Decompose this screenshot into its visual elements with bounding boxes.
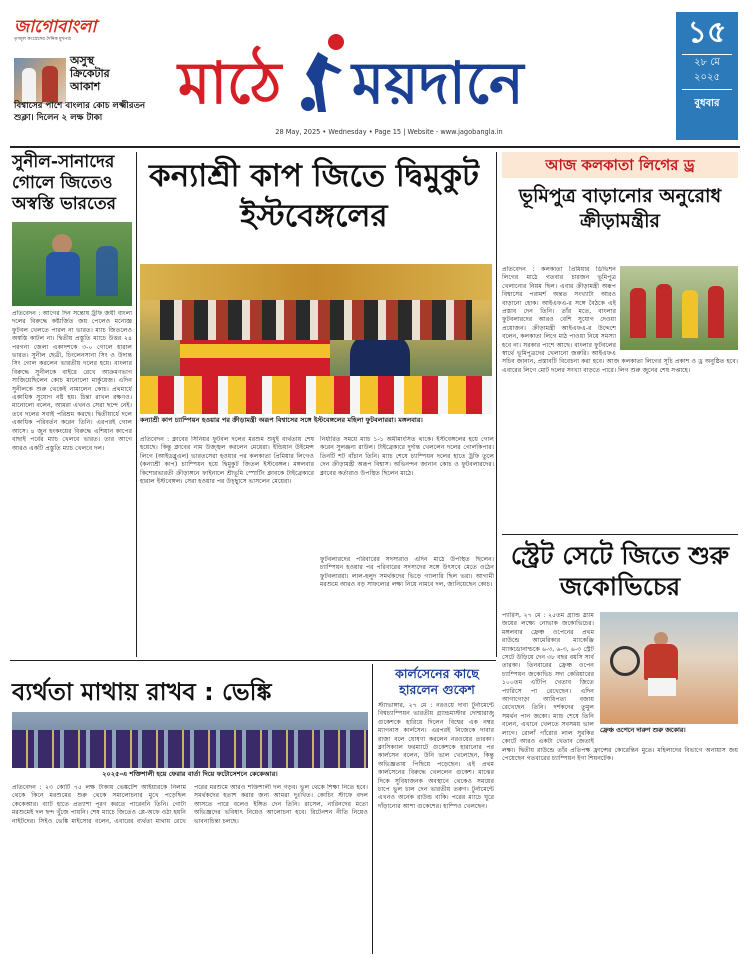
left-column-divider (136, 152, 137, 657)
tennis-text: প্যারিস, ২৭ মে : ২৫তম গ্র্যান্ড স্ল্যাম জয়ের লক্ষ্যে নোভাক জকোভিচের। মঙ্গলবার ফ্রেঞ্চ ওপেনের প্রথম রাউন্ডে আমেরিকার ম্যাকেঞ্জি ম্যাকডোনাল্ডকে ৬-৩, ৬-৩, ৬-৩ স্ট্রেট সেটে উড়িয়ে দেন ৩৮ বছর বয়সি সার্ব তারকা। তিনবারের ফ্রেঞ্চ ওপেন চ্যাম্পিয়ন জকোভিচ সদ্য কেরিয়ারের ১০০তম এটিপি খেতাব জিতে প্যারিসে পা রেখেছেন। এদিন আগাগোড়া আধিপত্য বজায় রেখেছেন তিনি। দর্শকদের তুমুল সমর্থন পান জকো। ম্যাচ শেষে তিনি বলেন, এখানে খেলতে সবসময় ভাল লাগে। রোলাঁ গাঁরোর লাল সুরকির কোর্টে আরও একটা খেতাব জেতাই লক্ষ্য। দ্বিতীয় রাউন্ডে তাঁর প্রতিপক্ষ ফ্রান্সের কোরেন্তিন মুতে। মহিলাদের বিভাগে অনায়াস জয় পেয়েছেন গতবারের চ্যাম্পিয়ন ইগা শিয়নটেক। (502, 612, 738, 762)
jagobangla-logo: জাগোবাংলা (14, 17, 97, 37)
kkr-headline: ব্যর্থতা মাথায় রাখব : ভেঙ্কি (12, 678, 272, 706)
masthead (0, 0, 750, 142)
main-story-col1: প্রতিবেদন : ক্লাবের সিনিয়র ফুটবল দলের মরশুম শুধুই ব্যর্থতায় শেষ হয়েছে। কিন্তু ক্লাবের নাম উজ্জ্বল করলেন মেয়েরা। ইন্ডিয়ান উইমেন্স লিগে (আইডব্লুএল) ভারতসেরা হওয়ার পর কলকাতা প্রিমিয়ার লিগেও (কন্যাশ্রী কাপ) চ্যাম্পিয়ন হয়ে দ্বিমুকুট জিতল ইস্টবেঙ্গল। মঙ্গলবার কিশোরভারতী ক্রীড়াঙ্গনে ফাইনালে শ্রীভূমি স্পোর্টিং ক্লাবকে টাইব্রেকারে হারাল ইস্টবেঙ্গল। সেরা হওয়ার পর উচ্ছ্বাসে ভাসলেন মেয়েরা। (140, 436, 314, 486)
chess-body: স্ট্যাভাঙ্গার, ২৭ মে : নরওয়ে দাবা টুর্নামেন্টে বিশ্বচ্যাম্পিয়ন ভারতীয় গ্র্যান্ডমাস্টার দোম্মারাজু গুকেশকে হারিয়ে দিলেন বিশ্বের এক নম্বর ম্যাগনাস কার্লসেন। এরপরই নিজেকে দাবার রাজা বলে ঘোষণা করলেন নরওয়ের তারকা। ক্লাসিক্যাল ফরম্যাটে গুকেশকে হারানোর পর কার্লসেন বলেন, উনি ভাল খেলেছেন, কিন্তু অভিজ্ঞতায় পিছিয়ে পড়েছেন। এই প্রথম কার্লসেনের বিরুদ্ধে খেললেন গুকেশ। মাঝের দিকে সুবিধাজনক অবস্থানে থেকেও সময়ের চাপে ভুল চাল দেন ভারতীয় তরুণ। টুর্নামেন্টে এখনও অনেক রাউন্ড বাকি। পরের ম্যাচে ঘুরে দাঁড়ানোর আশা গুকেশের। হাম্পিও খেলছেন। (378, 702, 494, 810)
chess-headline: কার্লসেনের কাছে হারলেন গুকেশ (395, 666, 479, 697)
left-story-headline: সুনীল-সানাদের গোলে জিতেও অস্বস্তি ভারতের (12, 152, 116, 214)
dateline: 28 May, 2025 • Wednesday • Page 15 | Website - www.jagobangla.in (275, 128, 503, 136)
year-bn: ২০২৫ (694, 72, 720, 83)
right-story-divider (502, 534, 738, 535)
footballer-logo-icon (296, 30, 350, 120)
main-right-divider (496, 152, 497, 657)
main-story-photo (140, 264, 492, 414)
date-bn: ২৮ মে (694, 57, 720, 68)
weekday-bn: বুধবার (694, 98, 720, 109)
right-story-headline: ভূমিপুত্র বাড়ানোর অনুরোধ ক্রীড়ামন্ত্রীর (518, 185, 722, 232)
bottom-section-divider (10, 660, 496, 661)
right-kicker: আজ কলকাতা লিগের ড্র (502, 152, 738, 178)
main-story-headline: কন্যাশ্রী কাপ জিতে দ্বিমুকুট ইস্টবেঙ্গলের (149, 158, 479, 234)
page-date-box (676, 12, 738, 140)
teaser-body: বিশ্বাসের পাশে বাংলার কোচ লক্ষ্মীরতন শুক্লা। দিলেন ২ লক্ষ টাকা (14, 101, 146, 123)
tennis-body (502, 612, 738, 956)
masthead-divider (10, 146, 740, 148)
tennis-headline: স্ট্রেট সেটে জিতে শুরু জকোভিচের (510, 541, 730, 601)
tennis-caption: ফ্রেঞ্চ ওপেনে দারুণ শুরু জকোর। (600, 726, 686, 734)
left-story-body: প্রতিবেদন : আগের দিন সন্তোষ ট্রফি জয়ী বাংলা দলের বিরুদ্ধে কষ্টার্জিত জয় পেলেও মনোজ্ঞ ফুটবল খেলতে পারল না ভারত। ম্যাচ জিতলেও অস্বস্তি কাটল না। দ্বিতীয় প্রস্তুতি ম্যাচে উত্তর ২৪ পরগনা জেলা একাদশকে ৩-০ গোলে হারাল ভারত। সুনীল ছেত্রী, চিংলেনসানা সিং ও উদান্ত সিং গোল করলেন ভারতীয় দলের হয়ে। বাংলার বিরুদ্ধে সুনীলকে বাইরে রেখে আক্রমণভাগ সাজিয়েছিলেন কোচ মানোলো মার্কুয়েজ। এদিন সুনীলকে শুরু থেকেই নামালেন কোচ। প্রথমার্ধে একাধিক সুযোগ নষ্ট হয়। চিন্তা রাখল রক্ষণও। মানোলো বলেন, আমরা এখনও সেরা ছন্দে নেই। তবে দলের সবাই পরিশ্রম করছে। দ্বিতীয়ার্ধে দলে একাধিক পরিবর্তন করেন তিনি। এরপরই গোল আসে। ৪ জুন হংকংয়ের বিরুদ্ধে এশিয়ান কাপের বাছাই পর্বের ম্যাচ খেলবে ভারত। তার আগে আরও একটি প্রস্তুতি ম্যাচ খেলবে দল। (12, 310, 132, 452)
chess-divider (372, 664, 373, 954)
right-story-text: প্রতিবেদন : কলকাতা প্রিমিয়ার ডিভিশন লিগের মাঠে গতবার চারজন ভূমিপুত্র খেলানোর নিয়ম ছিল। এবার ক্রীড়ামন্ত্রী অরূপ বিশ্বাসের পরামর্শ অন্তত সংখ্যাটা আরও বাড়ানো হোক। আইএফএ-র সঙ্গে বৈঠকে এই প্রস্তাব দেন তিনি। তাঁর মতে, বাংলার ফুটবলারদের আরও বেশি সুযোগ দেওয়া প্রয়োজন। ক্রীড়ামন্ত্রী আইএফএ-র উদ্দেশে বলেন, কলকাতা লিগে মাঠ পাওয়া নিয়ে সমস্যা হবে না। সরকার পাশে আছে। বাংলার ফুটবলের স্বার্থে ভূমিপুত্রদের খেলানো জরুরি। আইএফএ সচিব জানান, প্রস্তাবটি বিবেচনা করা হবে। আজ কলকাতা লিগের সূচি প্রকাশ ও ড্র অনুষ্ঠিত হবে। এবারের লিগে মোট দলের সংখ্যা বাড়তে পারে। লিগ শুরু জুনের শেষ সপ্তাহে। (502, 266, 738, 374)
main-story-col2: নির্ধারিত সময়ে ম্যাচ ১-১ অমীমাংসিত থাকে। ইস্টবেঙ্গলের হয়ে গোল করেন সুলঞ্জনা রাউল। টাইব্রেকারে দুর্দান্ত খেললেন দলের গোলকিপার। তিনটি শট বাঁচান তিনি। ম্যাচ শেষে চ্যাম্পিয়ন দলের হাতে ট্রফি তুলে দেন ক্রীড়ামন্ত্রী অরূপ বিশ্বাস। অভিনন্দন জানান কোচ ও ফুটবলারদের। ক্লাবের কর্তারাও উপস্থিত ছিলেন মাঠে। (320, 436, 494, 477)
teaser-photo (14, 58, 66, 104)
masthead-title-right: ময়দানে (352, 49, 524, 117)
page-number: ১৫ (687, 15, 727, 50)
left-story-photo (12, 222, 132, 306)
right-story-body (502, 266, 738, 532)
masthead-title-left: মাঠে (178, 49, 282, 117)
kkr-photo (12, 712, 368, 768)
kkr-body: প্রতিবেদন : ২৩ কোটি ৭৫ লক্ষ টাকায় ভেঙ্কটেশ আইয়ারকে নিলাম থেকে কিনে মরশুমের শুরু থেকে সমালোচনার মুখে পড়েছিল কেকেআর। ব্যাট হাতে প্রত্যাশা পূরণ করতে পারেননি তিনি। গোটা মরশুমেই দল ছন্দ খুঁজে পায়নি। শেষ ম্যাচে জিতেও প্লে-অফে ওঠা হয়নি নাইটদের। সিইও ভেঙ্কি মাইসোর বলেন, এবারের ব্যর্থতা মাথায় রেখে পরের মরশুমে আরও শক্তিশালী দল গড়ব। ভুল থেকে শিক্ষা নিতে হবে। সমর্থকদের হতাশ করার জন্য আমরা দুঃখিত। কোচিং স্টাফে বদল আসতে পারে বলেও ইঙ্গিত দেন তিনি। রাসেল, নারিনদের মতো অভিজ্ঞদের ভবিষ্যৎ নিয়েও আলোচনা হবে। রিটেনশন নীতি নিয়েও ভাবনাচিন্তা চলছে। (12, 784, 368, 825)
logo-tagline: তৃণমূল কংগ্রেসের দৈনিক মুখপত্র (14, 37, 71, 42)
main-story-col3: ফুটবলারদের পরিবারের সদস্যরাও এদিন মাঠে উপস্থিত ছিলেন। চ্যাম্পিয়ন হওয়ার পর পরিবারের সদস্যদের সঙ্গে উৎসবে মেতে ওঠেন ফুটবলাররা। লাল-হলুদ সমর্থকদের ভিড়ে গ্যালারি ছিল ভরা। আগামী মরশুমে আরও বড় সাফল্যের লক্ষ্য নিয়ে নামবে দল, জানিয়েছেন কোচ। (320, 556, 494, 589)
teaser-headline: অসুস্থ ক্রিকেটার আকাশ (70, 54, 110, 93)
main-story-caption: কন্যাশ্রী কাপ চ্যাম্পিয়ন হওয়ার পর ক্রীড়ামন্ত্রী অরূপ বিশ্বাসের সঙ্গে ইস্টবেঙ্গলের মহিলা ফুটবলাররা। মঙ্গলবার। (140, 416, 423, 424)
kkr-caption: ২০২৫-এ শক্তিশালী হয়ে ফেরার বার্তা দিয়ে ফটোসেশনে কেকেআর। (102, 770, 278, 778)
